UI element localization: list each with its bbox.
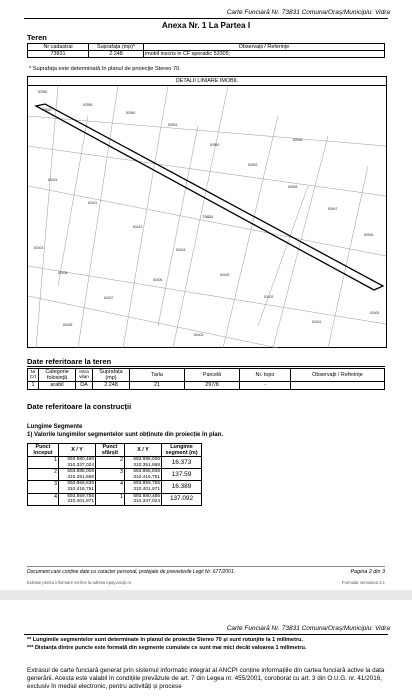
td-nr-crt: 1 [28, 382, 39, 389]
th-nr-crt: Nr Crt [28, 369, 39, 382]
td-intravilan: DA [76, 382, 93, 389]
map-label: 83403 [194, 333, 204, 337]
map-label: 83406 [153, 278, 163, 282]
suprafata-note: * Suprafața este determinată în planul de proiecție Stereo 70. [29, 66, 181, 72]
map-label: 83955 [83, 103, 93, 107]
lungime-heading: Lungime Segmente [27, 424, 83, 430]
map-label: 83400 [370, 311, 380, 315]
cell-xy-start: 593.988,006 310.351,568 [59, 469, 96, 481]
cell-end: 1 [96, 493, 125, 505]
map-label: 83948 [288, 185, 298, 189]
cell-xy-end: 593.980,486 310.337,024 [125, 493, 162, 505]
cell-xy-end: 593.988,006 310.351,568 [125, 457, 162, 469]
td-suprafata: 2.248 [89, 51, 144, 58]
th-observatii: Observații / Referințe [291, 369, 385, 382]
map-label: 83949 [248, 163, 258, 167]
th-parcela: Parcelă [185, 369, 240, 382]
cell-length: 137.092 [162, 493, 202, 505]
map-label: 83412 [133, 225, 143, 229]
cell-start: 2 [28, 469, 59, 481]
td-tarla: 21 [130, 382, 185, 389]
parcel-label: 73831 [202, 214, 214, 219]
map-label: 83405 [220, 273, 230, 277]
teren-heading: Teren [27, 33, 47, 42]
note-distanta: *** Distanța dintre puncte este formată din segmente cumulate ce sunt mai mici decât valoarea 1 milimetru. [27, 645, 307, 651]
map-label: 83408 [58, 271, 68, 275]
map-label: 75810 [42, 108, 52, 112]
th-nr-topo: Nr. topo [240, 369, 291, 382]
cell-xy-start: 593.859,755 310.401,971 [59, 493, 96, 505]
th-categorie: Categorie folosință [39, 369, 76, 382]
table-row [28, 481, 202, 493]
map-label: 83404 [176, 248, 186, 252]
cell-xy-start: 593.866,836 310.416,751 [59, 481, 96, 493]
map-label: 83402 [264, 295, 274, 299]
footer-version: Formular versiunea 3.1 [341, 580, 385, 585]
map-label: 83947 [328, 207, 338, 211]
footer-legal: Document care conține date cu caracter personal, protejate de prevederile Legii Nr. 677/2001. [27, 569, 235, 575]
map-label: 83946 [364, 233, 374, 237]
cell-end: 2 [96, 457, 125, 469]
cadastral-map [27, 76, 387, 348]
td-suprafata: 2.248 [93, 382, 130, 389]
annex-title: Anexa Nr. 1 La Partea I [161, 21, 251, 30]
map-label: 83950 [38, 90, 48, 94]
th-suprafata: Suprafața (mp) [93, 369, 130, 382]
page-header: Carte Funciară Nr. 73831 Comuna/Oraș/Municipiu: Vidra [226, 9, 390, 16]
th-tarla: Tarla [130, 369, 185, 382]
map-title: DETALII LINIARE IMOBIL [28, 77, 386, 86]
th-punct-inceput: Punct început [28, 444, 59, 457]
map-label: 83405 [63, 323, 73, 327]
header-rule [24, 18, 388, 19]
table-row [28, 469, 202, 481]
th-xy-end: X / Y [125, 444, 162, 457]
map-label: 83950 [210, 143, 220, 147]
cell-start: 3 [28, 481, 59, 493]
page2-header: Carte Funciară Nr. 73831 Comuna/Oraș/Municipiu: Vidra [226, 625, 390, 632]
parcel-plan [28, 86, 386, 348]
th-xy-start: X / Y [59, 444, 96, 457]
td-parcela: 297/8 [185, 382, 240, 389]
cell-xy-end: 593.859,755 310.401,971 [125, 481, 162, 493]
document-page-2 [0, 600, 412, 699]
th-nr-cadastral: Nr cadastral [28, 44, 89, 51]
footer-rule [27, 566, 385, 567]
cell-start: 1 [28, 457, 59, 469]
td-observatii [291, 382, 385, 389]
th-lungime: Lungime segment (m) [162, 444, 202, 457]
td-categorie: arabil [39, 382, 76, 389]
map-label: 83407 [104, 296, 114, 300]
table-row [28, 493, 202, 505]
extract-paragraph: Extrasul de carte funciară generat prin sistemul informatic integrat al ANCPI conține informațiile din cartea funciară active la data generării. Acesta este valabil în condițiile prevăzute de art. 7 din Legea nr. 455/2001, coroborat cu art. 3 din O.U.G. nr. 41/2016, exclusiv în mediul electronic, pentru activități și procese [27, 667, 385, 690]
cell-length: 16.373 [162, 457, 202, 469]
cell-length: 137.59 [162, 469, 202, 481]
parcel-outline [36, 104, 383, 290]
table-row [28, 457, 202, 469]
page-number: Pagina 2 din 3 [350, 569, 385, 575]
segments-table [27, 443, 202, 506]
map-label: 83401 [312, 320, 322, 324]
th-observatii: Observații / Referințe [144, 44, 385, 51]
section-rule [27, 366, 385, 367]
cell-end: 3 [96, 469, 125, 481]
cell-length: 16.389 [162, 481, 202, 493]
td-nr-topo: - [240, 382, 291, 389]
th-intravilan: Intra vilan [76, 369, 93, 382]
td-observatii: imobil inscris in CF sporadic 53305; [144, 51, 385, 58]
map-label: 83411 [88, 201, 98, 205]
map-label: 83951 [168, 123, 178, 127]
map-label: 83948 [293, 138, 303, 142]
note-lungimi: ** Lungimile segmentelor sunt determinate în planul de proiecție Stereo 70 și sunt rotunjite la 1 milimetru. [27, 637, 303, 643]
lungime-subheading: 1) Valorile lungimilor segmentelor sunt obținute din proiecție în plan. [27, 432, 224, 438]
map-label: 83424 [48, 178, 58, 182]
cell-end: 4 [96, 481, 125, 493]
cell-xy-end: 593.866,836 310.416,751 [125, 469, 162, 481]
teren-table [27, 43, 385, 58]
cell-start: 4 [28, 493, 59, 505]
th-suprafata: Suprafața (mp)* [89, 44, 144, 51]
th-punct-sfarsit: Punct sfârșit [96, 444, 125, 457]
cell-xy-start: 593.980,486 310.337,024 [59, 457, 96, 469]
constructii-heading: Date referitoare la construcții [27, 402, 132, 411]
map-label: 83950 [126, 111, 136, 115]
map-label: 83403 [34, 246, 44, 250]
date-teren-heading: Date referitoare la teren [27, 357, 112, 366]
date-teren-table [27, 368, 385, 390]
td-nr-cadastral: 73831 [28, 51, 89, 58]
page2-header-rule [24, 634, 388, 635]
footer-extract: Extrase pentru informare on-line la adresa epay.ancpi.ro [27, 580, 132, 585]
